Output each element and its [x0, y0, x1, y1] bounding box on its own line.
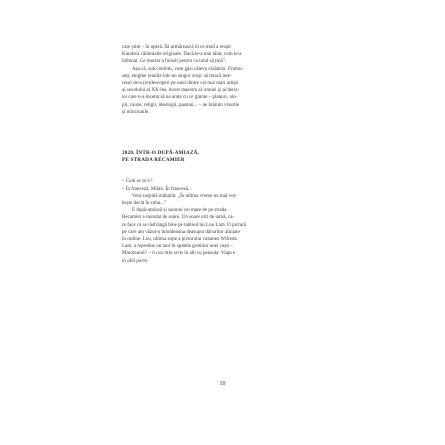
text-line: Récamier e inundat de soare. Un soare urit de iarnă, ca-	[122, 215, 235, 221]
section-heading	[122, 150, 322, 164]
text-line: pii, cauze, religii, ideologii, pasiuni... – ne hrănim visurile	[122, 102, 240, 108]
text-line: ai secolului al XX-lea. Acest maestru al ironiei și al deriz-	[122, 88, 240, 94]
text-line: Minotaurul? – cu un titlu scris în alb cu pensula: Viața e	[122, 251, 236, 257]
text-line: E după-amiază și salonul cel mare de pe strada	[132, 208, 227, 214]
paragraph-opening	[122, 44, 322, 66]
text-line: seți, enigme reunite într-un singur scop: să treacă inte-	[122, 73, 232, 79]
section-spacer	[122, 116, 322, 150]
section-spacer	[122, 164, 322, 178]
paragraph-dialogue	[122, 178, 322, 264]
text-line: pe care am văzut-o întotdeauna deasupra dăcurilor aliniate	[122, 229, 240, 235]
page-text-block	[122, 44, 322, 265]
text-line: și minciunile.	[122, 109, 150, 115]
text-line: Vera suspină mâhnită: „În ultima vreme nu mai vor-	[132, 193, 238, 199]
text-line: iei care n-a încetat să ne arate cu ce glume – planuri, uto-	[122, 95, 238, 101]
text-line: în altă parte.	[122, 258, 149, 264]
text-line: care știm – în operă. Să urmărească în ce mod a reușit	[122, 45, 231, 50]
section-heading-line-1: 2020. ÎNTR-O DUPĂ-AMIAZĂ,	[122, 150, 200, 157]
text-line: Așa că, sub confetti, vom găsi câteva cărămizi. Frumu-	[132, 66, 244, 72]
text-line: îmbinat. Ce mortar a folosit pentru ca totul să țină”.	[122, 59, 227, 65]
text-line: în ordine. Lou, ultima soție a pictorului cubanez Wifredo	[122, 237, 237, 243]
text-line: resul de-a (re)descoperi pe unul dintre cei mai mari artiști	[122, 81, 239, 87]
text-line: – Cum se zice?	[122, 179, 153, 185]
text-line: Lam, a reprodus un taur în spatele gratiilor unei cuști –	[122, 244, 233, 250]
text-line: – În franceză, Milan. În franceză...	[122, 186, 192, 192]
text-line: Kundera cărămizile originale. Dacă le-a mai tăiat, cum le-a	[122, 52, 242, 58]
text-line: re face ca se răsfrângă bine pe tabloul lui Lou Lam. O pictură	[122, 222, 247, 228]
page-number: 10	[219, 381, 226, 387]
text-line: bește decât în ceha...”	[122, 201, 167, 207]
paragraph-confetti	[122, 66, 322, 116]
section-heading-line-2: PE STRADA RÉCAMIER	[122, 157, 185, 164]
